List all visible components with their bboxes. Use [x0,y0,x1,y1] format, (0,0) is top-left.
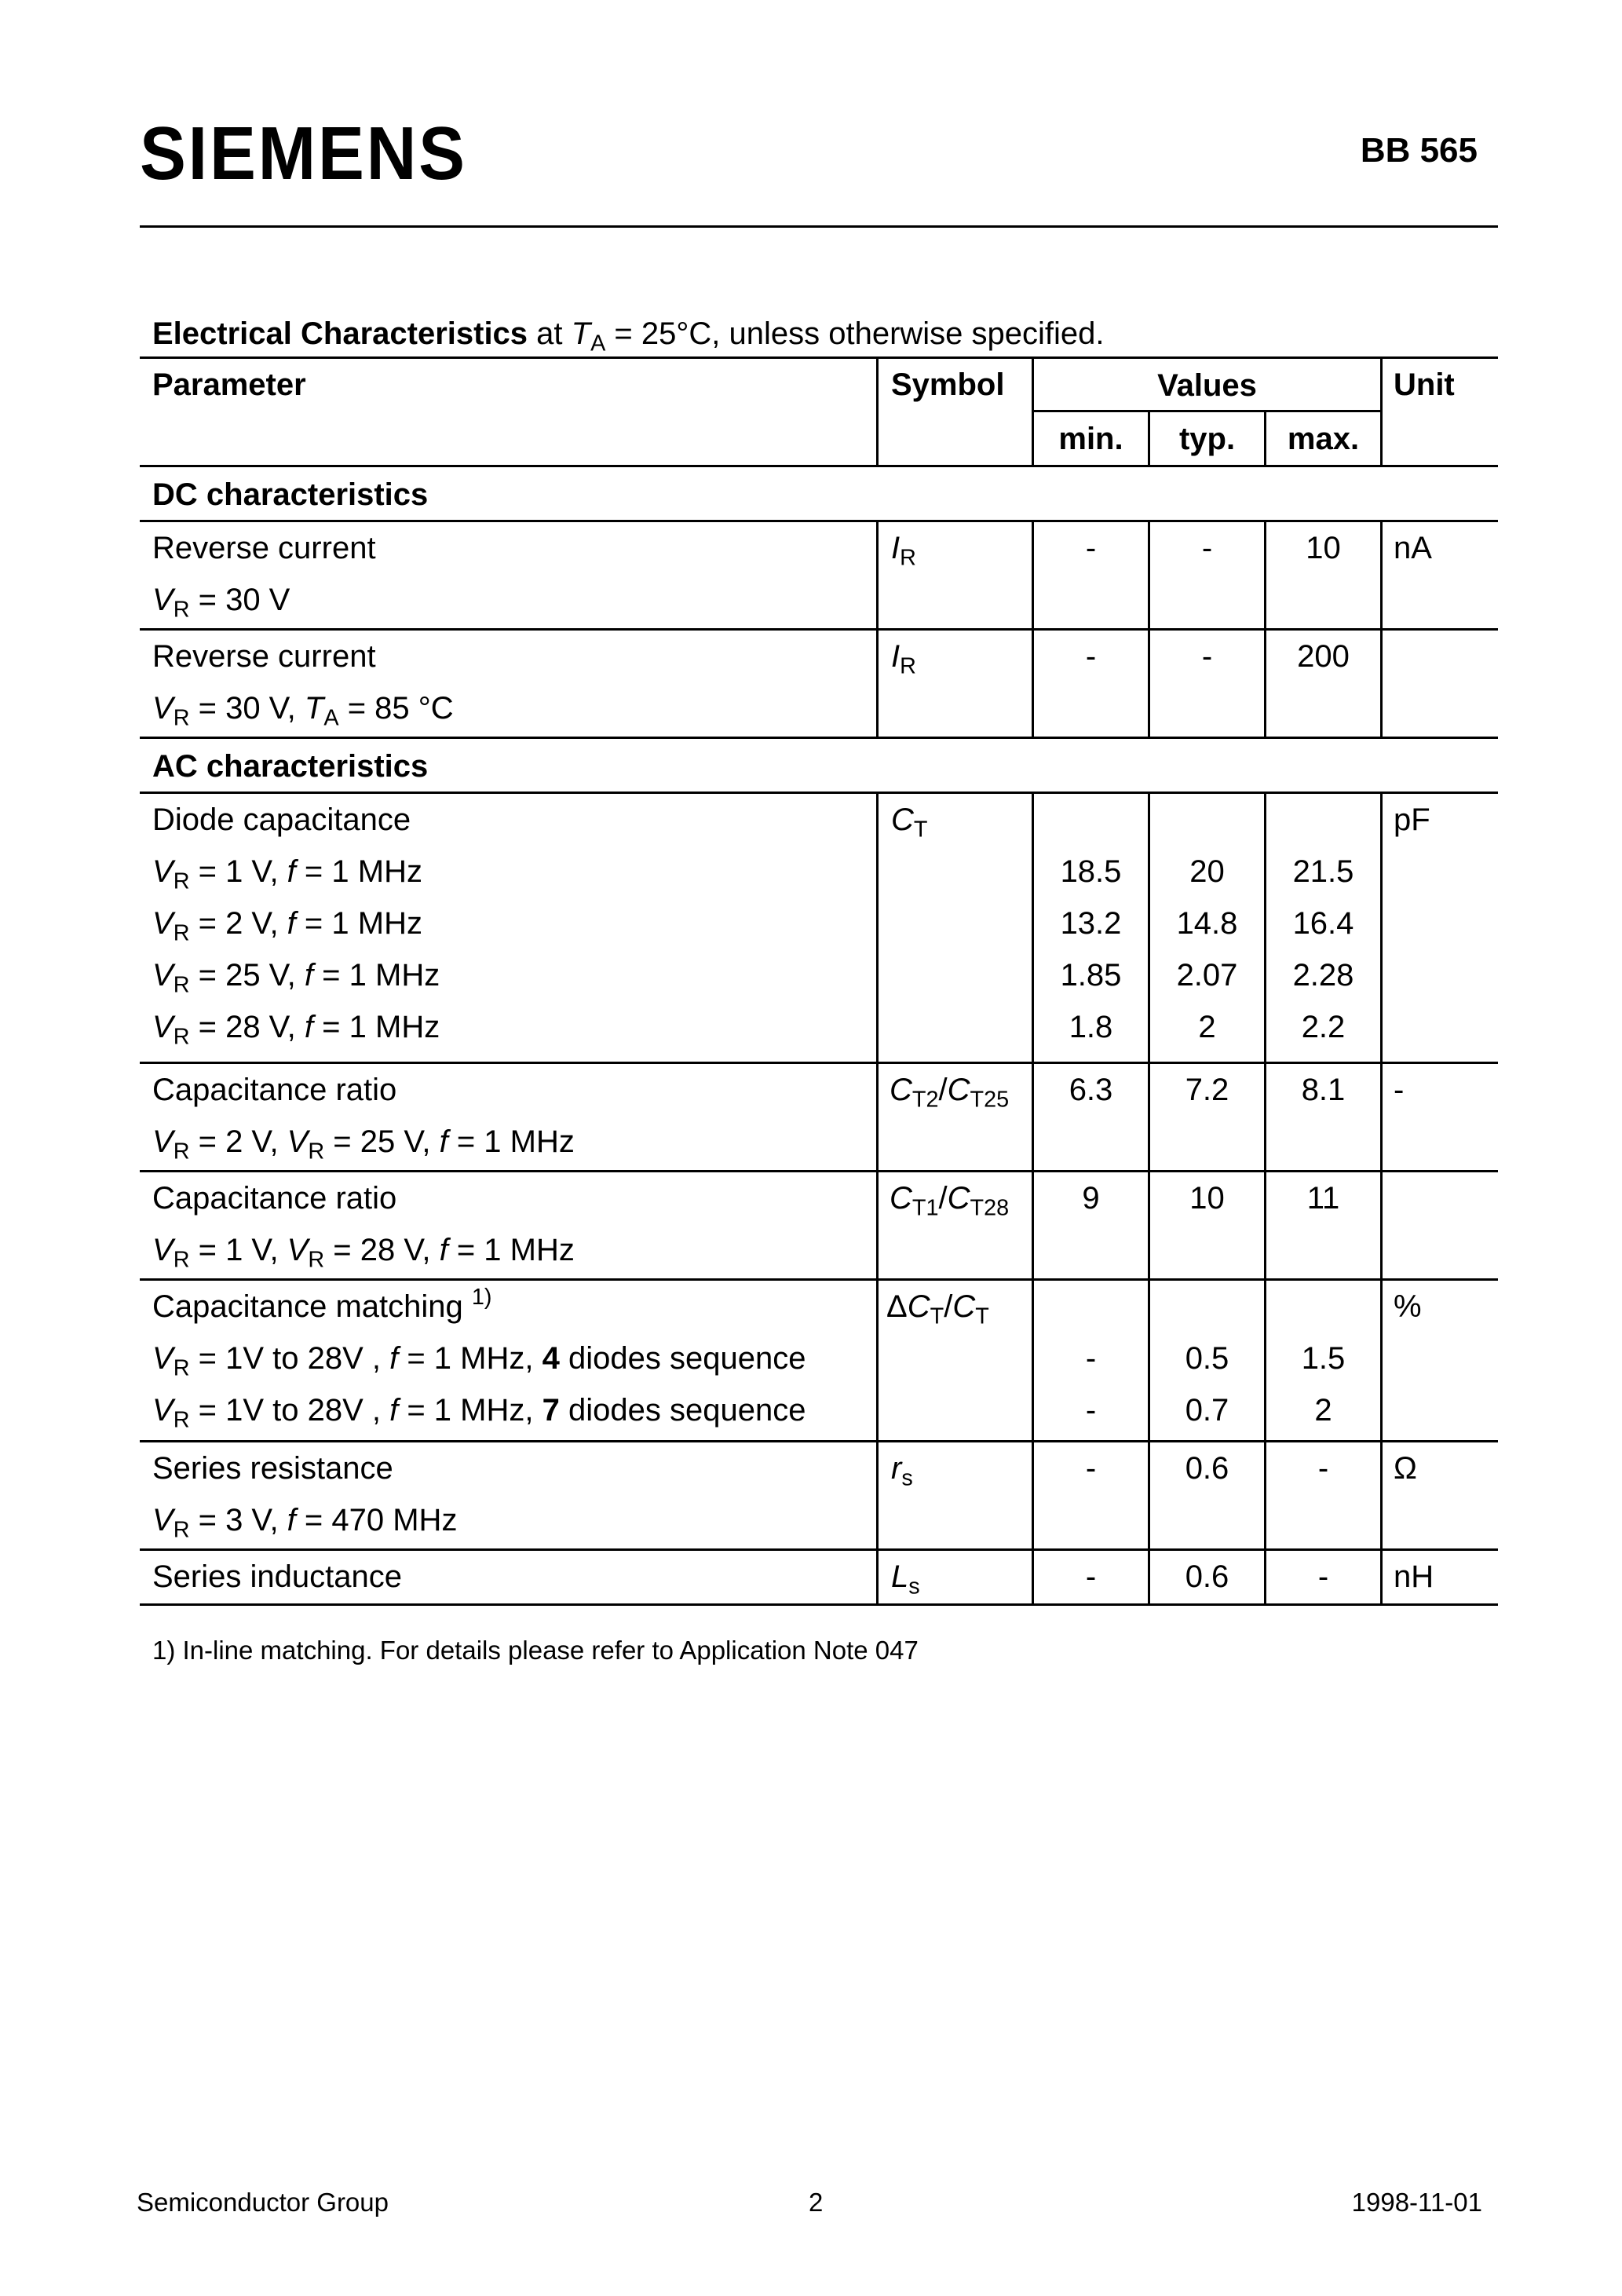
footer-page-number: 2 [809,2188,824,2217]
typ-cell: 0.6 [1148,1551,1264,1603]
model-number: BB 565 [1360,131,1478,170]
param-condition: $V_R = 1V$ to 28V , f = 1 MHz, 4 diodes sequence [152,1341,806,1381]
symbol-cell: $L_s$ [876,1551,1032,1603]
unit-cell: - [1380,1064,1498,1170]
param-name: Diode capacitance [152,803,411,837]
symbol-cell: $r_s$ [876,1442,1032,1548]
symbol-cell: $C_{T1}/C_{T28}$ [876,1172,1032,1278]
param-name: Series resistance [152,1451,393,1486]
max-cell: 200 [1264,631,1380,737]
param-condition: $V_R = 2$ V, $V_R = 25$ V, f = 1 MHz [152,1124,575,1164]
typ-cell: 10 [1148,1172,1264,1278]
param-name: Series inductance [152,1559,402,1594]
typ-cell: 0.5 0.7 [1148,1281,1264,1440]
min-cell: - [1032,1442,1148,1548]
max-cell: 11 [1264,1172,1380,1278]
param-condition: $V_R = 3$ V, f = 470 MHz [152,1503,458,1543]
unit-cell [1380,631,1498,737]
param-name: Capacitance matching $^{1)}$ [152,1285,492,1324]
unit-cell: Ω [1380,1442,1498,1548]
footnote-ref: 1) [471,1285,492,1311]
param-condition: $V_R = 28$ V, f = 1 MHz [152,1010,440,1050]
typ-cell: 20 14.8 2.07 2 [1148,794,1264,1062]
table-row-diode-capacitance [140,794,1498,1064]
param-name: Reverse current [152,531,376,565]
header-min: min. [1032,412,1148,467]
max-cell: 8.1 [1264,1064,1380,1170]
param-name: Reverse current [152,639,376,674]
typ-cell: - [1148,631,1264,737]
param-condition: $V_R = 25$ V, f = 1 MHz [152,958,440,998]
min-cell: 9 [1032,1172,1148,1278]
table-header [140,359,1498,467]
symbol-cell: $I_R$ [876,522,1032,628]
param-condition: $V_R = 30$ V, $T_A = 85$ °C [152,691,454,731]
param-condition: $V_R = 1$ V, $V_R = 28$ V, f = 1 MHz [152,1233,575,1273]
section-dc: DC characteristics [140,467,1498,522]
siemens-logo: SIEMENS [140,112,467,196]
header-unit: Unit [1380,359,1498,465]
header-values: Values [1032,359,1380,412]
typ-cell: - [1148,522,1264,628]
max-cell: - [1264,1551,1380,1603]
unit-cell [1380,1172,1498,1278]
max-cell: 10 [1264,522,1380,628]
max-cell: - [1264,1442,1380,1548]
max-cell: 1.5 2 [1264,1281,1380,1440]
symbol-cell: $I_R$ [876,631,1032,737]
table-row-capacitance-ratio-1 [140,1064,1498,1172]
min-cell: - [1032,1551,1148,1603]
table-row-capacitance-ratio-2 [140,1172,1498,1281]
header-typ: typ. [1148,412,1264,467]
symbol-cell: $C_T$ [876,794,1032,1062]
param-condition: $V_R = 2$ V, f = 1 MHz [152,906,422,946]
unit-cell: % [1380,1281,1498,1440]
typ-cell: 0.6 [1148,1442,1264,1548]
symbol-cell: $C_{T2}/C_{T25}$ [876,1064,1032,1170]
footer-date: 1998-11-01 [1351,2188,1482,2217]
param-condition: $V_R = 1V$ to 28V , f = 1 MHz, 7 diodes sequence [152,1393,806,1433]
min-cell: - [1032,631,1148,737]
table-row-reverse-current-1 [140,522,1498,631]
unit-cell: nH [1380,1551,1498,1603]
table-row-series-resistance [140,1442,1498,1551]
header-symbol: Symbol [876,359,1032,465]
table-row-capacitance-matching [140,1281,1498,1442]
min-cell: - [1032,522,1148,628]
param-name: Capacitance ratio [152,1073,397,1107]
unit-cell: pF [1380,794,1498,1062]
header-parameter: Parameter [152,367,306,402]
footer-company: Semiconductor Group [137,2188,389,2217]
table-title: Electrical Characteristics at $T_A = 25^\circ C$, unless otherwise specified. [152,316,1105,356]
max-cell: 21.5 16.4 2.28 2.2 [1264,794,1380,1062]
table-row-series-inductance [140,1551,1498,1606]
param-name: Capacitance ratio [152,1181,397,1216]
table-row-reverse-current-2 [140,631,1498,739]
unit-cell: nA [1380,522,1498,628]
header-max: max. [1264,412,1380,467]
min-cell: 6.3 [1032,1064,1148,1170]
header-rule [140,225,1498,228]
min-cell: 18.5 13.2 1.85 1.8 [1032,794,1148,1062]
electrical-characteristics-table [140,356,1498,1606]
min-cell: - - [1032,1281,1148,1440]
typ-cell: 7.2 [1148,1064,1264,1170]
footnote: 1) In-line matching. For details please refer to Application Note 047 [152,1636,919,1665]
param-condition: $V_R = 30$ V [152,583,290,623]
symbol-cell: $\Delta C_T/C_T$ [876,1281,1032,1440]
param-condition: $V_R = 1$ V, f = 1 MHz [152,854,422,894]
section-ac: AC characteristics [140,739,1498,794]
